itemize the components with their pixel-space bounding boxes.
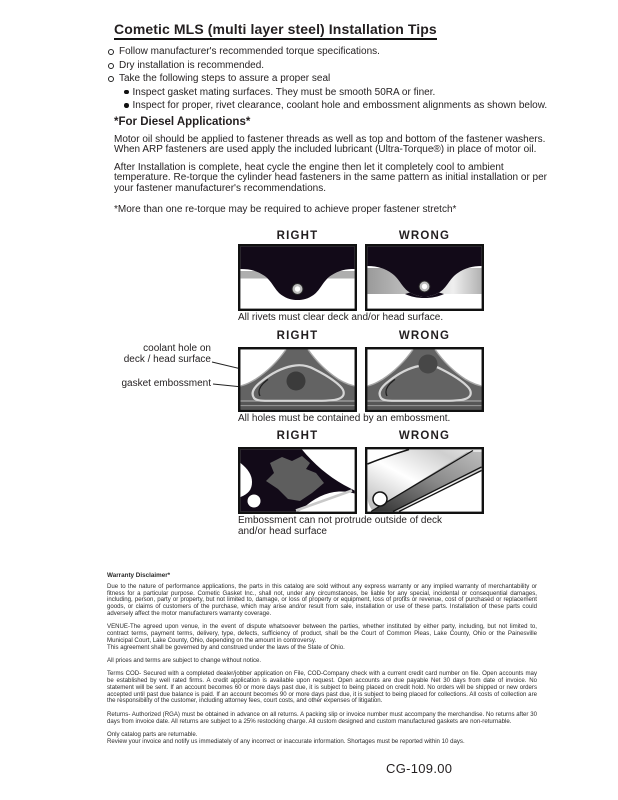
list-item (108, 46, 547, 60)
row2-wrong-label: WRONG (398, 330, 451, 342)
annotation-line: deck / head surface (123, 353, 211, 365)
open-bullet-icon (108, 49, 114, 55)
legal-paragraph: VENUE-The agreed upon venue, in the event of dispute whatsoever between the parties, whether instituted by either party, including, but not limited to, contract terms, payment terms, delivery, type, defects, sufficiency of product, shall be the Court of Common Pleas, Lake County, Ohio or the Painesville Municipal Court, Lake County, Ohio, depending on the amount in controversy. (107, 623, 537, 644)
diagram-embossment-wrong (365, 347, 484, 412)
diesel-paragraph-2: After Installation is complete, heat cycle the engine then let it completely cool to ambient temperature. Re-torque the cylinder head fasteners in the same pattern as initial installation or per your fastener manufacturer's recommendations. (114, 162, 548, 194)
legal-paragraph: Terms COD- Secured with a completed dealer/jobber application on File, COD-Company check with a current credit card number on file. Open accounts may be established by well rated firms. A credit application is available upon request. Open accounts are due payable Net 30 days from date of invoice. No statement will be sent. If an account becomes 60 or more days past due, it is subject to being placed on credit hold. No orders will be shipped or new orders accepted until past due balance is paid. If an account becomes 90 or more days past due, it is subject to being placed for collections. All costs of collection are the responsibility of the customer, including attorney fees, court costs, and other expenses of litigation. (107, 670, 537, 705)
document-code: CG-109.00 (386, 761, 453, 776)
list-item (124, 100, 547, 114)
bolt-hole-icon (248, 495, 261, 508)
legal-paragraph: Returns- Authorized (RGA) must be obtained in advance on all returns. A packing slip or invoice number must accompany the merchandise. No returns after 30 days from invoice date. All returns are subject to a 25% restocking charge. All custom designed and custom manufactured gaskets are non-returnable. (107, 710, 537, 725)
row1-right-label: RIGHT (276, 230, 319, 242)
retorque-note: *More than one re-torque may be required to achieve proper fastener stretch* (114, 204, 457, 215)
filled-bullet-icon (124, 90, 129, 95)
legal-paragraph: All prices and terms are subject to change without notice. (107, 656, 262, 664)
row2-caption: All holes must be contained by an embossment. (238, 413, 451, 424)
bolt-hole-icon (373, 492, 387, 506)
diagram-protrude-wrong (365, 447, 484, 514)
coolant-hole-icon (287, 372, 306, 391)
row3-caption-line2: and/or head surface (238, 526, 327, 537)
diagram-rivet-wrong (365, 244, 484, 311)
warranty-disclaimer-heading: Warranty Disclaimer* (107, 572, 171, 579)
bullet-text: Inspect gasket mating surfaces. They must be smooth 50RA or finer. (132, 86, 436, 98)
legal-section (107, 573, 537, 745)
legal-paragraph: Review your invoice and notify us immediately of any incorrect or inaccurate information. Shortages must be reported within 10 days. (107, 737, 465, 745)
coolant-hole-annotation (95, 344, 211, 365)
open-bullet-icon (108, 63, 114, 69)
diesel-paragraph-1: Motor oil should be applied to fastener threads as well as top and bottom of the fastener washers. When ARP fasteners are used apply the included lubricant (Ultra-Torque®) in place of motor oil. (114, 134, 546, 156)
intro-bullet-list (108, 46, 547, 114)
page-title: Cometic MLS (multi layer steel) Installation Tips (114, 21, 437, 40)
coolant-hole-icon (419, 355, 438, 374)
list-item (124, 87, 547, 101)
row1-caption: All rivets must clear deck and/or head surface. (238, 312, 444, 323)
bullet-text: Dry installation is recommended. (119, 59, 265, 71)
gasket-embossment-annotation: gasket embossment (121, 378, 211, 389)
bullet-text: Inspect for proper, rivet clearance, coolant hole and embossment alignments as shown below. (132, 100, 548, 111)
list-item (108, 73, 547, 87)
row1-wrong-label: WRONG (398, 230, 451, 242)
bullet-text: Take the following steps to assure a proper seal (119, 73, 331, 84)
list-item (108, 60, 547, 74)
row3-caption-line1: Embossment can not protrude outside of deck (238, 515, 443, 526)
diesel-section-heading: *For Diesel Applications* (114, 116, 251, 128)
legal-paragraph: Only catalog parts are returnable. (107, 730, 198, 738)
row2-right-label: RIGHT (276, 330, 319, 342)
open-bullet-icon (108, 76, 114, 82)
diagram-rivet-right (238, 244, 357, 311)
legal-paragraph: This agreement shall be governed by and construed under the laws of the State of Ohio. (107, 643, 345, 651)
diagram-embossment-right (238, 347, 357, 412)
filled-bullet-icon (124, 103, 129, 108)
row3-wrong-label: WRONG (398, 430, 451, 442)
row3-right-label: RIGHT (276, 430, 319, 442)
bullet-text: Follow manufacturer's recommended torque specifications. (119, 46, 380, 57)
annotation-line: coolant hole on (143, 343, 211, 354)
legal-paragraph: Due to the nature of performance applications, the parts in this catalog are sold without any express warranty or any implied warranty of merchantability or fitness for a particular purpose. Cometic Gasket Inc., shall not, under any circumstances, be liable for any special, incidental or consequential damages, including, person, party or property, but not limited to, damage, or loss of property or equipment, loss of profits or revenue, cost of purchased or replacement goods, or claims of customers of the purchase, which may arise and/or result from sale, installation or use of these parts. Installation of these parts could adversely affect the motor manufacturers warranty coverage. (107, 582, 537, 617)
diagram-protrude-right (238, 447, 357, 514)
